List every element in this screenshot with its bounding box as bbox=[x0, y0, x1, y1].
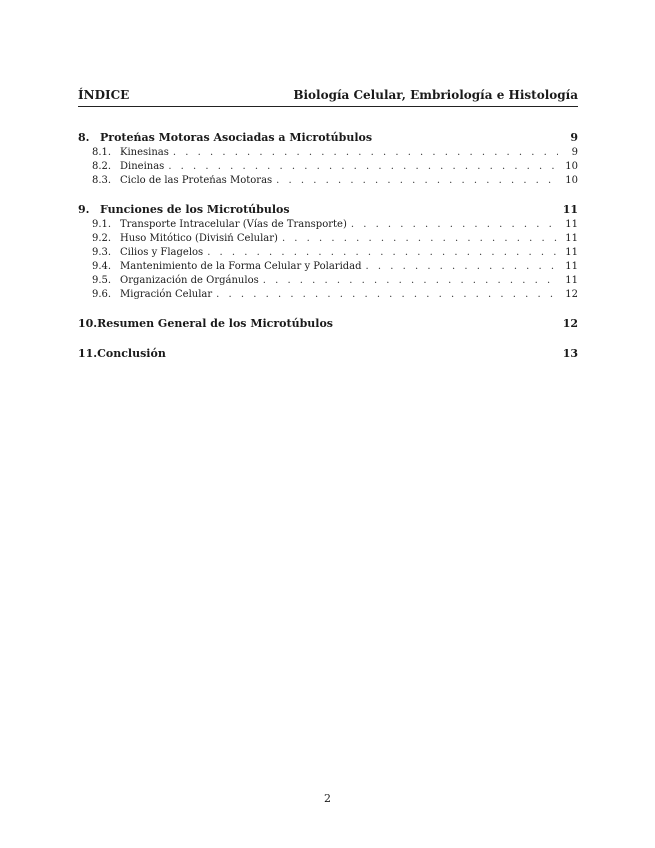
entry-title: Huso Mitótico (Divisiń Celular) bbox=[120, 233, 278, 244]
dot-leader bbox=[366, 260, 558, 274]
section-title: Resumen General de los Microtúbulos bbox=[97, 317, 333, 330]
section-title: Proteńas Motoras Asociadas a Microtúbulos bbox=[100, 131, 373, 144]
section-page: 13 bbox=[562, 347, 578, 360]
entry-page: 11 bbox=[565, 233, 578, 244]
dot-leader bbox=[173, 146, 558, 160]
entry-title: Ciclo de las Proteńas Motoras bbox=[120, 175, 273, 186]
entry-page: 11 bbox=[565, 219, 578, 230]
toc-section-row[interactable] bbox=[78, 316, 578, 332]
entry-title: Dineinas bbox=[120, 161, 165, 172]
toc-entry[interactable] bbox=[78, 246, 578, 260]
toc-section-8 bbox=[78, 130, 578, 188]
dot-leader bbox=[263, 274, 558, 288]
entry-number: 9.6. bbox=[92, 289, 112, 300]
entry-title: Cilios y Flagelos bbox=[120, 247, 204, 258]
section-page: 12 bbox=[562, 317, 578, 330]
dot-leader bbox=[207, 246, 558, 260]
entry-page: 11 bbox=[565, 247, 578, 258]
entry-number: 8.3. bbox=[92, 175, 112, 186]
entry-page: 11 bbox=[565, 261, 578, 272]
dot-leader bbox=[276, 174, 558, 188]
entry-number: 9.4. bbox=[92, 261, 112, 272]
toc-entry[interactable] bbox=[78, 146, 578, 160]
dot-leader bbox=[351, 218, 558, 232]
table-of-contents bbox=[78, 130, 578, 372]
entry-title: Mantenimiento de la Forma Celular y Polaridad bbox=[120, 261, 362, 272]
dot-leader bbox=[282, 232, 558, 246]
entry-title: Migración Celular bbox=[120, 289, 213, 300]
toc-entry[interactable] bbox=[78, 174, 578, 188]
entry-title: Transporte Intracelular (Vías de Transporte) bbox=[120, 219, 347, 230]
section-number: 10. bbox=[78, 317, 98, 330]
section-title: Conclusión bbox=[97, 347, 166, 360]
toc-entry[interactable] bbox=[78, 288, 578, 302]
page-number: 2 bbox=[324, 792, 331, 805]
toc-entry[interactable] bbox=[78, 232, 578, 246]
toc-section-9 bbox=[78, 202, 578, 302]
entry-number: 8.1. bbox=[92, 147, 112, 158]
toc-entry[interactable] bbox=[78, 218, 578, 232]
entry-page: 12 bbox=[565, 289, 578, 300]
header-index-title: ÍNDICE bbox=[78, 88, 130, 102]
entry-number: 9.1. bbox=[92, 219, 112, 230]
dot-leader bbox=[168, 160, 558, 174]
toc-section-11 bbox=[78, 346, 578, 362]
toc-section-row[interactable] bbox=[78, 346, 578, 362]
header-course-title: Biología Celular, Embriología e Histología bbox=[293, 88, 578, 102]
toc-entry[interactable] bbox=[78, 160, 578, 174]
entry-title: Kinesinas bbox=[120, 147, 169, 158]
running-header bbox=[78, 88, 578, 107]
entry-page: 11 bbox=[565, 275, 578, 286]
entry-number: 9.3. bbox=[92, 247, 112, 258]
entry-title: Organización de Orgánulos bbox=[120, 275, 259, 286]
section-number: 11. bbox=[78, 347, 98, 360]
toc-entry[interactable] bbox=[78, 274, 578, 288]
section-number: 8. bbox=[78, 131, 90, 144]
section-page: 11 bbox=[562, 203, 578, 216]
toc-entry[interactable] bbox=[78, 260, 578, 274]
entry-number: 8.2. bbox=[92, 161, 112, 172]
toc-section-row[interactable] bbox=[78, 202, 578, 218]
toc-section-10 bbox=[78, 316, 578, 332]
entry-number: 9.5. bbox=[92, 275, 112, 286]
toc-section-row[interactable] bbox=[78, 130, 578, 146]
entry-page: 10 bbox=[565, 161, 578, 172]
dot-leader bbox=[216, 288, 558, 302]
entry-page: 9 bbox=[571, 147, 578, 158]
section-page: 9 bbox=[570, 131, 578, 144]
section-number: 9. bbox=[78, 203, 90, 216]
section-title: Funciones de los Microtúbulos bbox=[100, 203, 290, 216]
entry-number: 9.2. bbox=[92, 233, 112, 244]
entry-page: 10 bbox=[565, 175, 578, 186]
